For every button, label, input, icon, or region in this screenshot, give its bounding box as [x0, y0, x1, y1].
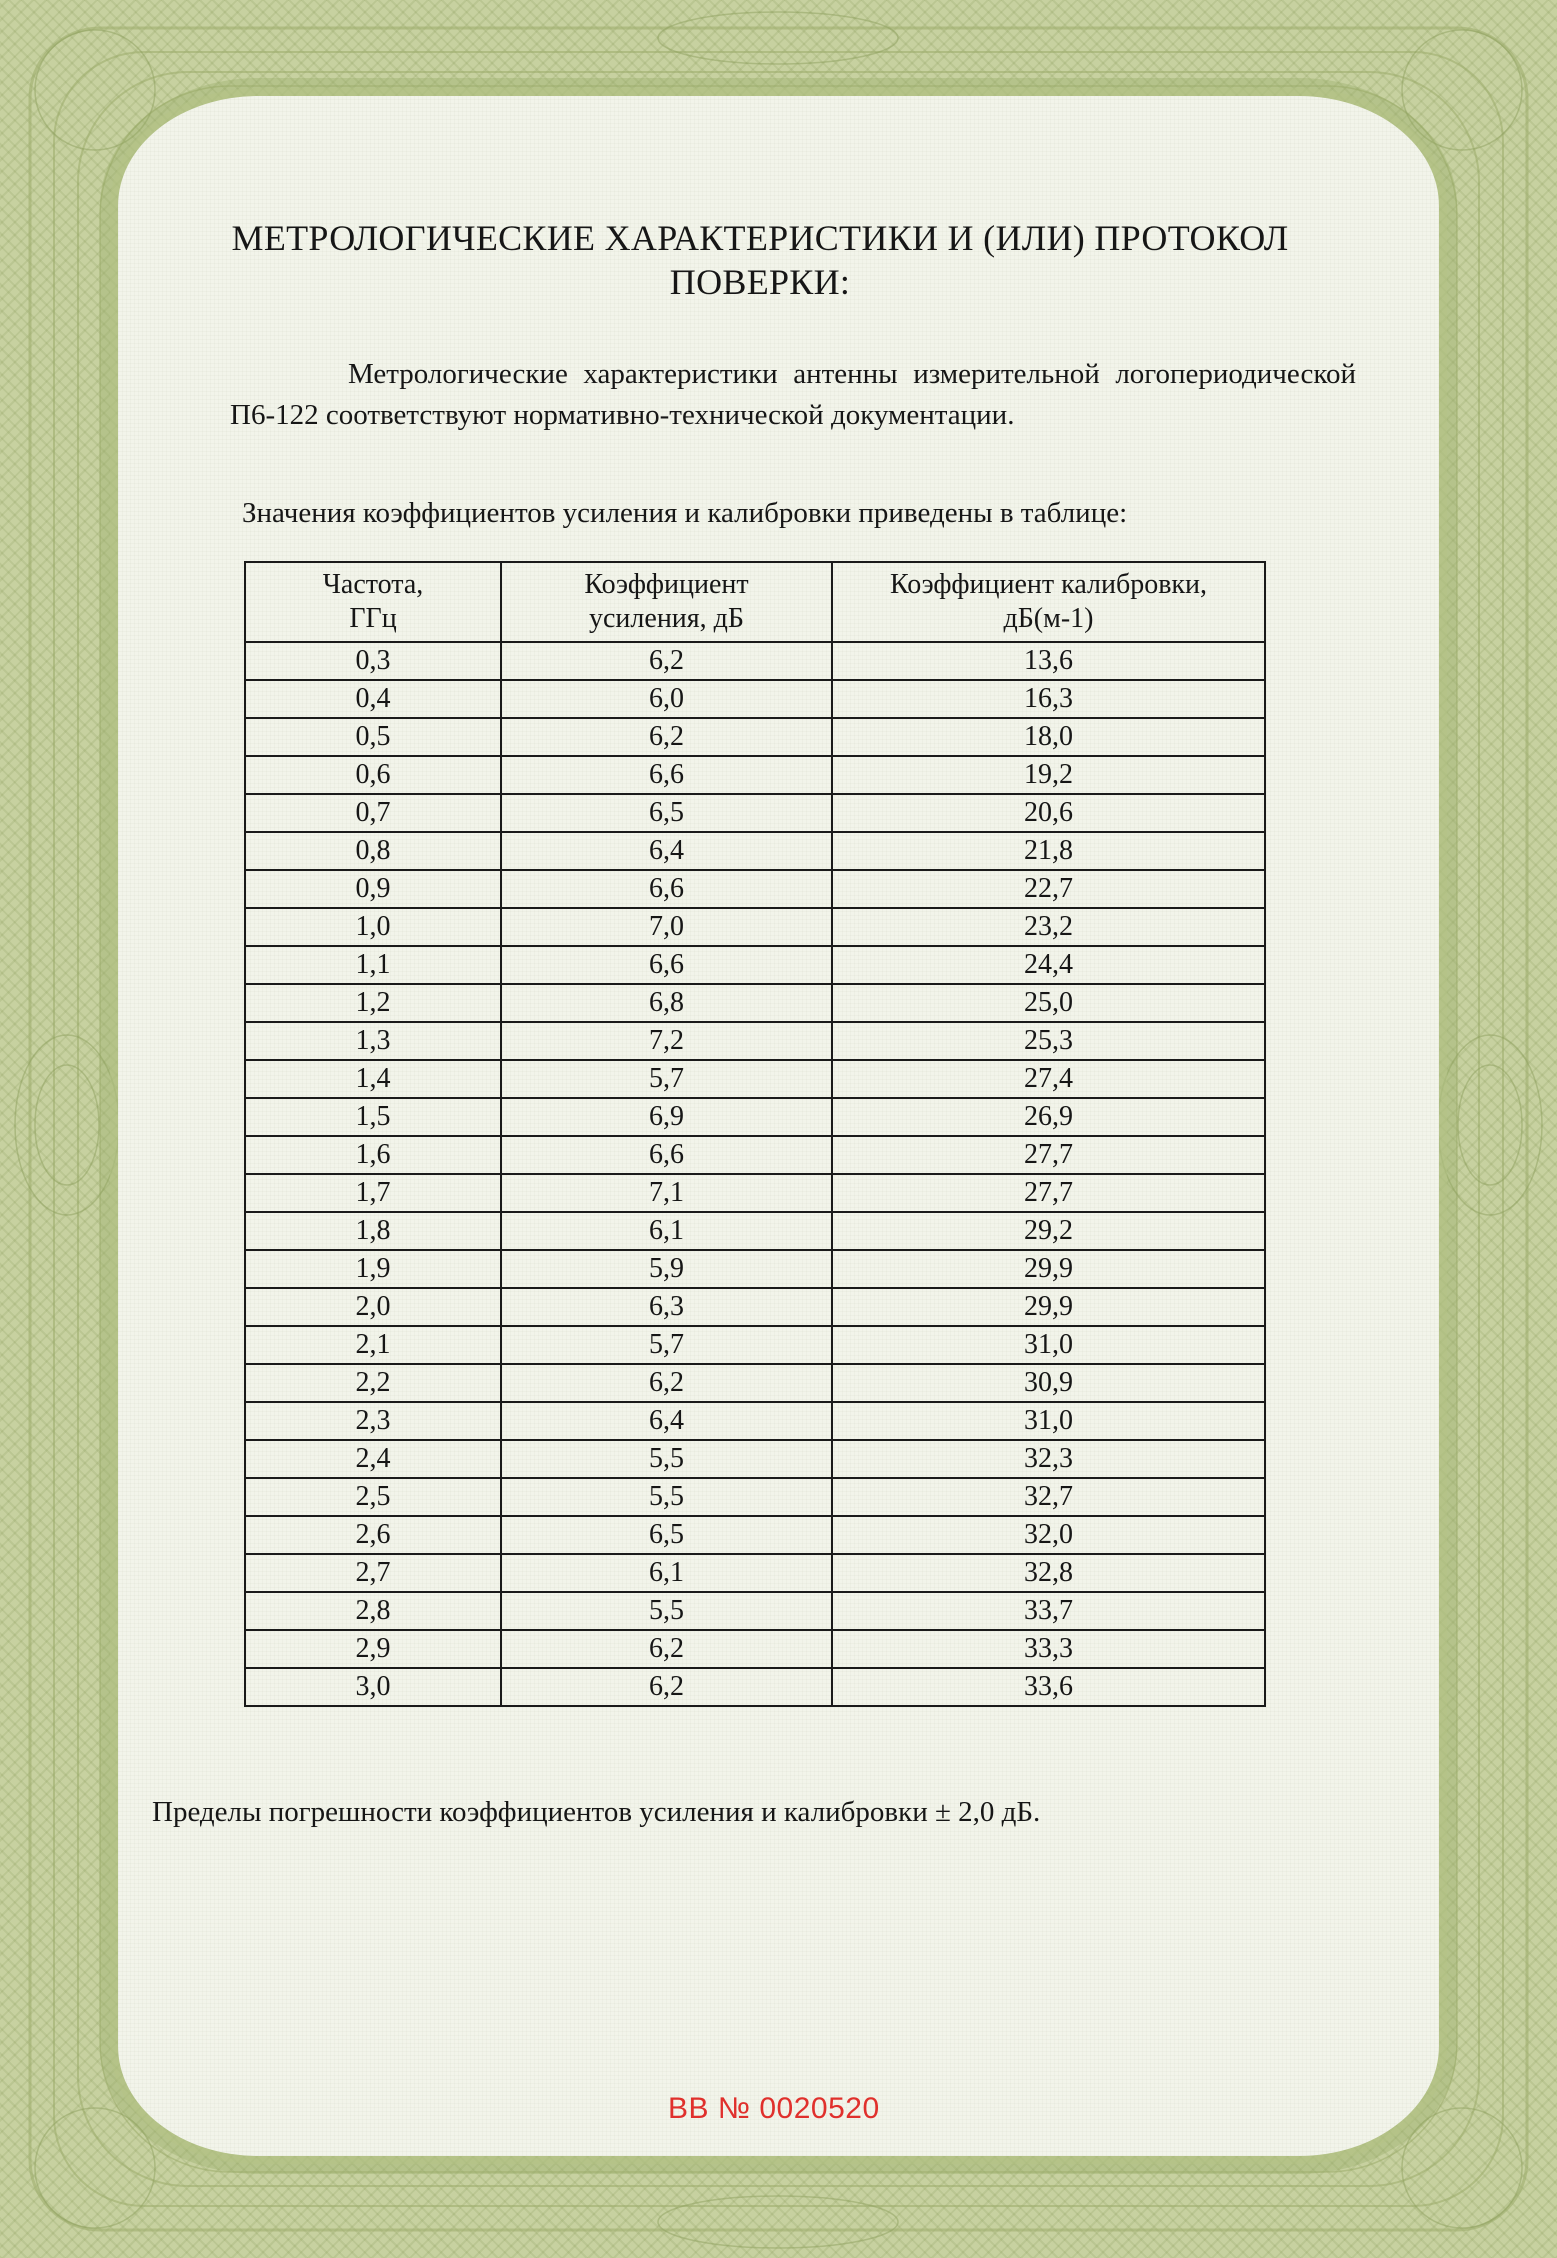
cell-calibration: 22,7: [832, 870, 1265, 908]
cell-gain: 6,2: [501, 1364, 832, 1402]
cell-calibration: 26,9: [832, 1098, 1265, 1136]
cell-gain: 6,6: [501, 870, 832, 908]
cell-gain: 7,2: [501, 1022, 832, 1060]
cell-calibration: 25,0: [832, 984, 1265, 1022]
cell-frequency: 2,9: [245, 1630, 501, 1668]
cell-calibration: 24,4: [832, 946, 1265, 984]
cell-calibration: 31,0: [832, 1326, 1265, 1364]
table-row: [245, 1402, 1265, 1440]
cell-frequency: 0,3: [245, 642, 501, 680]
cell-frequency: 1,5: [245, 1098, 501, 1136]
table-header-row: [245, 562, 1265, 642]
cell-calibration: 27,7: [832, 1174, 1265, 1212]
cell-frequency: 1,4: [245, 1060, 501, 1098]
table-row: [245, 870, 1265, 908]
cell-calibration: 16,3: [832, 680, 1265, 718]
cell-calibration: 27,7: [832, 1136, 1265, 1174]
cell-calibration: 29,9: [832, 1250, 1265, 1288]
table-row: [245, 794, 1265, 832]
cell-calibration: 18,0: [832, 718, 1265, 756]
cell-gain: 6,5: [501, 794, 832, 832]
cell-frequency: 2,0: [245, 1288, 501, 1326]
table-row: [245, 1136, 1265, 1174]
cell-frequency: 0,9: [245, 870, 501, 908]
table-row: [245, 1668, 1265, 1706]
cell-calibration: 29,2: [832, 1212, 1265, 1250]
cell-calibration: 13,6: [832, 642, 1265, 680]
cell-calibration: 32,3: [832, 1440, 1265, 1478]
cell-frequency: 0,7: [245, 794, 501, 832]
table-row: [245, 1516, 1265, 1554]
table-row: [245, 1364, 1265, 1402]
table-row: [245, 1212, 1265, 1250]
cell-frequency: 1,6: [245, 1136, 501, 1174]
cell-gain: 5,5: [501, 1440, 832, 1478]
table-row: [245, 1174, 1265, 1212]
cell-gain: 6,1: [501, 1554, 832, 1592]
cell-gain: 6,0: [501, 680, 832, 718]
table-row: [245, 984, 1265, 1022]
intro-paragraph: Метрологические характеристики антенны измерительной логопериодической П6-122 соответствуют нормативно-технической документации.: [230, 358, 1356, 431]
cell-gain: 5,7: [501, 1326, 832, 1364]
table-row: [245, 1440, 1265, 1478]
table-row: [245, 1250, 1265, 1288]
cell-calibration: 33,6: [832, 1668, 1265, 1706]
table-row: [245, 946, 1265, 984]
table-row: [245, 718, 1265, 756]
cell-gain: 7,1: [501, 1174, 832, 1212]
cell-gain: 6,1: [501, 1212, 832, 1250]
table-row: [245, 1098, 1265, 1136]
cell-calibration: 29,9: [832, 1288, 1265, 1326]
table-row: [245, 1478, 1265, 1516]
cell-frequency: 2,2: [245, 1364, 501, 1402]
table-row: [245, 1288, 1265, 1326]
cell-calibration: 31,0: [832, 1402, 1265, 1440]
cell-frequency: 2,3: [245, 1402, 501, 1440]
cell-gain: 5,9: [501, 1250, 832, 1288]
header-gain: Коэффициент усиления, дБ: [501, 562, 832, 642]
cell-frequency: 2,7: [245, 1554, 501, 1592]
cell-frequency: 2,5: [245, 1478, 501, 1516]
serial-number: ВВ № 0020520: [668, 2092, 880, 2125]
cell-frequency: 1,0: [245, 908, 501, 946]
cell-frequency: 0,6: [245, 756, 501, 794]
cell-gain: 6,9: [501, 1098, 832, 1136]
cell-frequency: 2,8: [245, 1592, 501, 1630]
cell-frequency: 2,6: [245, 1516, 501, 1554]
cell-frequency: 1,7: [245, 1174, 501, 1212]
cell-gain: 5,5: [501, 1592, 832, 1630]
cell-calibration: 32,7: [832, 1478, 1265, 1516]
table-row: [245, 1326, 1265, 1364]
table-row: [245, 1554, 1265, 1592]
cell-calibration: 33,3: [832, 1630, 1265, 1668]
cell-calibration: 27,4: [832, 1060, 1265, 1098]
cell-gain: 6,6: [501, 756, 832, 794]
table-body: [245, 642, 1265, 1706]
cell-gain: 6,2: [501, 718, 832, 756]
cell-calibration: 19,2: [832, 756, 1265, 794]
table-row: [245, 908, 1265, 946]
cell-frequency: 1,9: [245, 1250, 501, 1288]
cell-calibration: 32,8: [832, 1554, 1265, 1592]
table-row: [245, 1060, 1265, 1098]
cell-frequency: 3,0: [245, 1668, 501, 1706]
cell-frequency: 2,4: [245, 1440, 501, 1478]
cell-gain: 6,2: [501, 1630, 832, 1668]
table-caption: Значения коэффициентов усиления и калибровки приведены в таблице:: [242, 497, 1128, 529]
cell-gain: 6,6: [501, 946, 832, 984]
cell-gain: 5,5: [501, 1478, 832, 1516]
cell-calibration: 20,6: [832, 794, 1265, 832]
cell-gain: 6,5: [501, 1516, 832, 1554]
cell-calibration: 23,2: [832, 908, 1265, 946]
cell-frequency: 0,5: [245, 718, 501, 756]
table-row: [245, 756, 1265, 794]
table-row: [245, 1022, 1265, 1060]
cell-frequency: 2,1: [245, 1326, 501, 1364]
cell-frequency: 1,1: [245, 946, 501, 984]
cell-gain: 6,2: [501, 1668, 832, 1706]
cell-gain: 6,4: [501, 1402, 832, 1440]
cell-gain: 6,4: [501, 832, 832, 870]
cell-calibration: 30,9: [832, 1364, 1265, 1402]
header-frequency: Частота, ГГц: [245, 562, 501, 642]
cell-frequency: 1,2: [245, 984, 501, 1022]
cell-frequency: 1,8: [245, 1212, 501, 1250]
table-row: [245, 1630, 1265, 1668]
cell-gain: 6,2: [501, 642, 832, 680]
error-limits-note: Пределы погрешности коэффициентов усиления и калибровки ± 2,0 дБ.: [152, 1796, 1041, 1828]
table-row: [245, 832, 1265, 870]
cell-gain: 6,3: [501, 1288, 832, 1326]
cell-calibration: 21,8: [832, 832, 1265, 870]
calibration-table: [244, 561, 1266, 1707]
table-row: [245, 1592, 1265, 1630]
table-row: [245, 680, 1265, 718]
cell-calibration: 32,0: [832, 1516, 1265, 1554]
cell-gain: 6,8: [501, 984, 832, 1022]
cell-gain: 5,7: [501, 1060, 832, 1098]
cell-frequency: 0,8: [245, 832, 501, 870]
cell-frequency: 1,3: [245, 1022, 501, 1060]
cell-frequency: 0,4: [245, 680, 501, 718]
cell-gain: 6,6: [501, 1136, 832, 1174]
table-row: [245, 642, 1265, 680]
cell-calibration: 25,3: [832, 1022, 1265, 1060]
document-title: МЕТРОЛОГИЧЕСКИЕ ХАРАКТЕРИСТИКИ И (ИЛИ) ПРОТОКОЛ ПОВЕРКИ:: [231, 218, 1289, 302]
cell-calibration: 33,7: [832, 1592, 1265, 1630]
header-calibration: Коэффициент калибровки, дБ(м-1): [832, 562, 1265, 642]
cell-gain: 7,0: [501, 908, 832, 946]
